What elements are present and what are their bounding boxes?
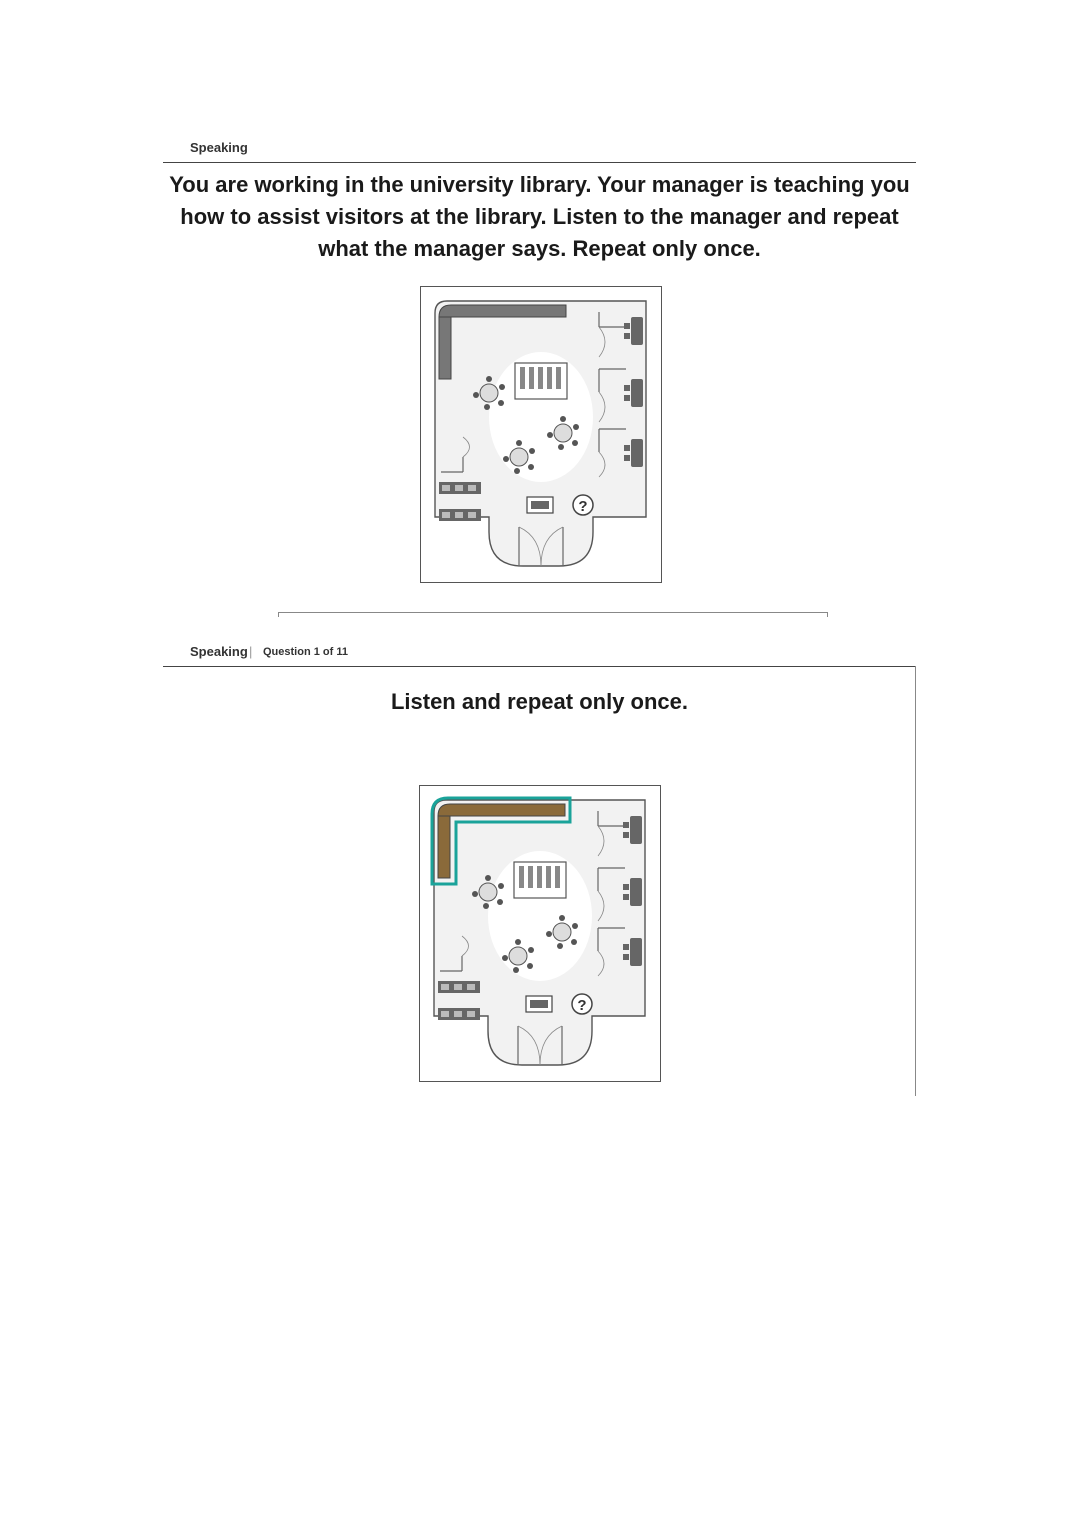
intro-panel xyxy=(163,136,916,616)
question-panel xyxy=(163,640,916,1100)
header-separator: | xyxy=(249,644,253,659)
section-divider xyxy=(278,612,828,613)
help-symbol: ? xyxy=(578,498,588,515)
library-floor-plan-highlighted xyxy=(419,785,661,1082)
section-label: Speaking xyxy=(190,140,248,155)
panel-edge xyxy=(915,666,916,1096)
library-floor-plan xyxy=(420,286,662,583)
intro-instruction: You are working in the university library. Your manager is teaching you how to assist visitors at the library. Listen to the manager and repeat what the manager says. Repeat only once. xyxy=(169,172,910,261)
question-header xyxy=(163,640,916,667)
question-counter: Question 1 of 11 xyxy=(263,646,348,658)
question-instruction: Listen and repeat only once. xyxy=(390,689,689,714)
intro-header xyxy=(163,136,916,163)
section-label: Speaking xyxy=(190,644,248,659)
help-symbol: ? xyxy=(577,997,587,1014)
